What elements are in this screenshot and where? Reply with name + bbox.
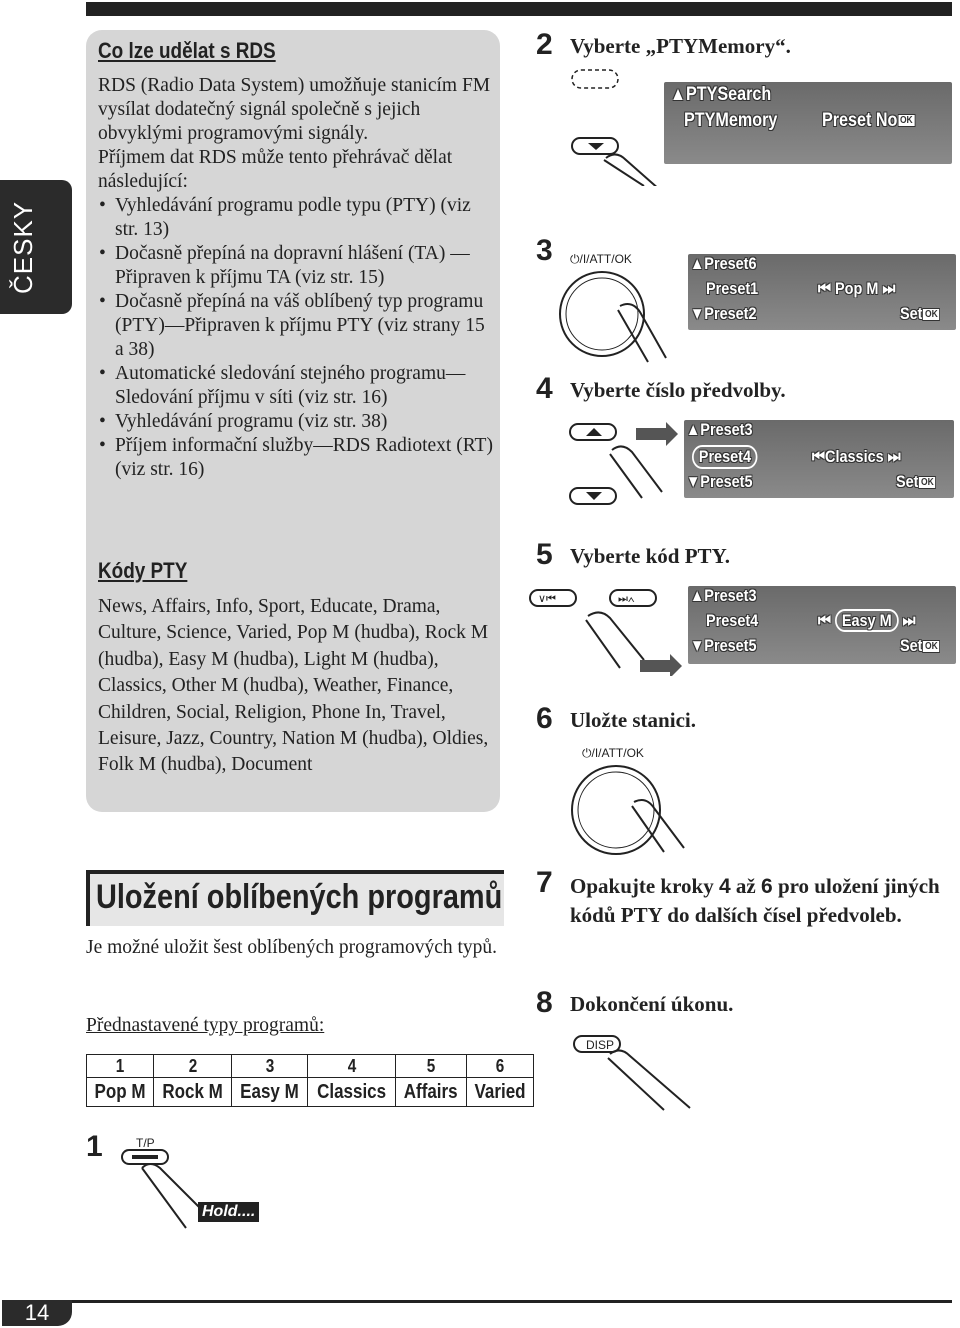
preset-number: 1 [87, 1055, 154, 1078]
step-5-number: 5 [536, 538, 553, 571]
lcd-display-step2 [664, 82, 952, 164]
tp-button-label: T/P [136, 1136, 155, 1150]
knob-press-icon [556, 266, 676, 376]
lcd-line: PTYMemory [684, 110, 778, 131]
rds-body [98, 74, 498, 482]
knob-press-icon-2 [566, 758, 696, 858]
hold-badge: Hold.... [198, 1202, 259, 1222]
lcd-line: ⏮Classics ⏭ [812, 447, 901, 466]
preset-number: 3 [232, 1055, 308, 1078]
preset-label: Přednastavené typy programů: [86, 1015, 325, 1036]
rds-intro-2: Příjmem dat RDS může tento přehrávač dělat následující: [98, 147, 453, 192]
favorites-title-bar [86, 870, 504, 926]
step-6-number: 6 [536, 702, 553, 735]
rds-intro: RDS (Radio Data System) umožňuje stanicím FM vysílat dodatečný signál společně s jejich obvyklými programovými signály. [98, 75, 491, 144]
hand-press-seek-icon [528, 586, 688, 676]
att-ok-button-label: ⏻/I/ATT/OK [570, 252, 632, 266]
lcd-line: Set OK [900, 304, 940, 324]
list-item: • Vyhledávání programu (viz str. 38) [98, 410, 498, 434]
step-3-number: 3 [536, 234, 553, 267]
preset-number: 5 [396, 1055, 466, 1078]
preset-value: Rock M [154, 1078, 232, 1107]
rds-title: Co lze udělat s RDS [98, 38, 276, 63]
step-8-text: Dokončení úkonu. [570, 992, 734, 1016]
hand-press-updown-icon [566, 420, 682, 510]
hand-press-down-icon [566, 66, 662, 186]
preset-value: Varied [466, 1078, 533, 1107]
step-8-number: 8 [536, 986, 553, 1019]
lcd-line: Set OK [900, 636, 940, 656]
att-ok-button-label-2: ⏻/I/ATT/OK [582, 746, 644, 760]
language-tab [0, 180, 72, 314]
lcd-line: ▼Preset5 [686, 472, 753, 491]
lcd-line: Preset4 [692, 445, 758, 469]
list-item: • Vyhledávání programu podle typu (PTY) (viz str. 13) [98, 194, 498, 242]
lcd-line: ▲PTYSearch [670, 84, 772, 105]
step-2-number: 2 [536, 28, 553, 61]
lcd-display-step5 [688, 586, 956, 664]
lcd-line: Preset4 [706, 611, 759, 630]
lcd-line: Preset No OK [822, 110, 915, 132]
pty-title: Kódy PTY [98, 558, 188, 583]
preset-number: 4 [308, 1055, 396, 1078]
favorites-desc: Je možné uložit šest oblíbených programových typů. [86, 937, 498, 958]
svg-text:∨⏮: ∨⏮ [538, 593, 556, 605]
lcd-display-step4 [684, 420, 954, 498]
preset-value: Pop M [87, 1078, 154, 1107]
lcd-line: Preset1 [706, 279, 759, 298]
lcd-line: ▲Preset3 [690, 586, 757, 605]
lcd-line: ▲Preset6 [690, 254, 757, 273]
step-4-text: Vyberte číslo předvolby. [570, 378, 786, 402]
list-item: • Automatické sledování stejného programu—Sledování příjmu v síti (viz str. 16) [98, 362, 498, 410]
lcd-line: ⏮ Easy M ⏭ [818, 611, 916, 630]
svg-text:⏭∧: ⏭∧ [618, 593, 635, 605]
preset-table [86, 1054, 534, 1107]
bottom-rule [70, 1300, 952, 1303]
step-2-text: Vyberte „PTYMemory“. [570, 34, 791, 58]
lcd-line: ▲Preset3 [686, 420, 753, 439]
preset-number: 6 [466, 1055, 533, 1078]
lcd-display-step3 [688, 254, 956, 330]
rds-features-list [98, 194, 498, 482]
step-1-number: 1 [86, 1130, 103, 1163]
page-number: 14 [2, 1300, 72, 1326]
disp-button-label: DISP [586, 1038, 615, 1052]
preset-value: Easy M [232, 1078, 308, 1107]
preset-number: 2 [154, 1055, 232, 1078]
preset-value: Affairs [396, 1078, 466, 1107]
preset-value: Classics [308, 1078, 396, 1107]
list-item: • Dočasně přepíná na váš oblíbený typ programu (PTY)—Připraven k příjmu PTY (viz strany 15 a 38) [98, 290, 498, 362]
top-bar [86, 2, 952, 16]
step-5-text: Vyberte kód PTY. [570, 544, 731, 568]
list-item: • Příjem informační služby—RDS Radiotext (RT) (viz str. 16) [98, 434, 498, 482]
pty-codes: News, Affairs, Info, Sport, Educate, Drama, Culture, Science, Varied, Pop M (hudba), Rock M (hudba), Easy M (hudba), Light M (hudba), Classics, Other M (hudba), Weather, Finance, Children, Social, Religion, Phone In, Travel, Leisure, Jazz, Country, Nation M (hudba), Oldies, Folk M (hudba), Document [98, 596, 489, 776]
favorites-title: Uložení oblíbených programů [96, 878, 503, 916]
language-label: ČESKY [8, 200, 38, 294]
step-7-number: 7 [536, 866, 553, 899]
lcd-line: Set OK [896, 472, 936, 492]
list-item: • Dočasně přepíná na dopravní hlášení (TA) —Připraven k příjmu TA (viz str. 15) [98, 242, 498, 290]
lcd-line: ⏮ Pop M ⏭ [818, 279, 896, 298]
lcd-line: ▼Preset2 [690, 304, 757, 323]
lcd-line: ▼Preset5 [690, 636, 757, 655]
step-6-text: Uložte stanici. [570, 708, 696, 732]
step-7-text: Opakujte kroky 4 až 6 pro uložení jiných kódů PTY do dalších čísel předvoleb. [570, 874, 940, 927]
step-4-number: 4 [536, 372, 553, 405]
